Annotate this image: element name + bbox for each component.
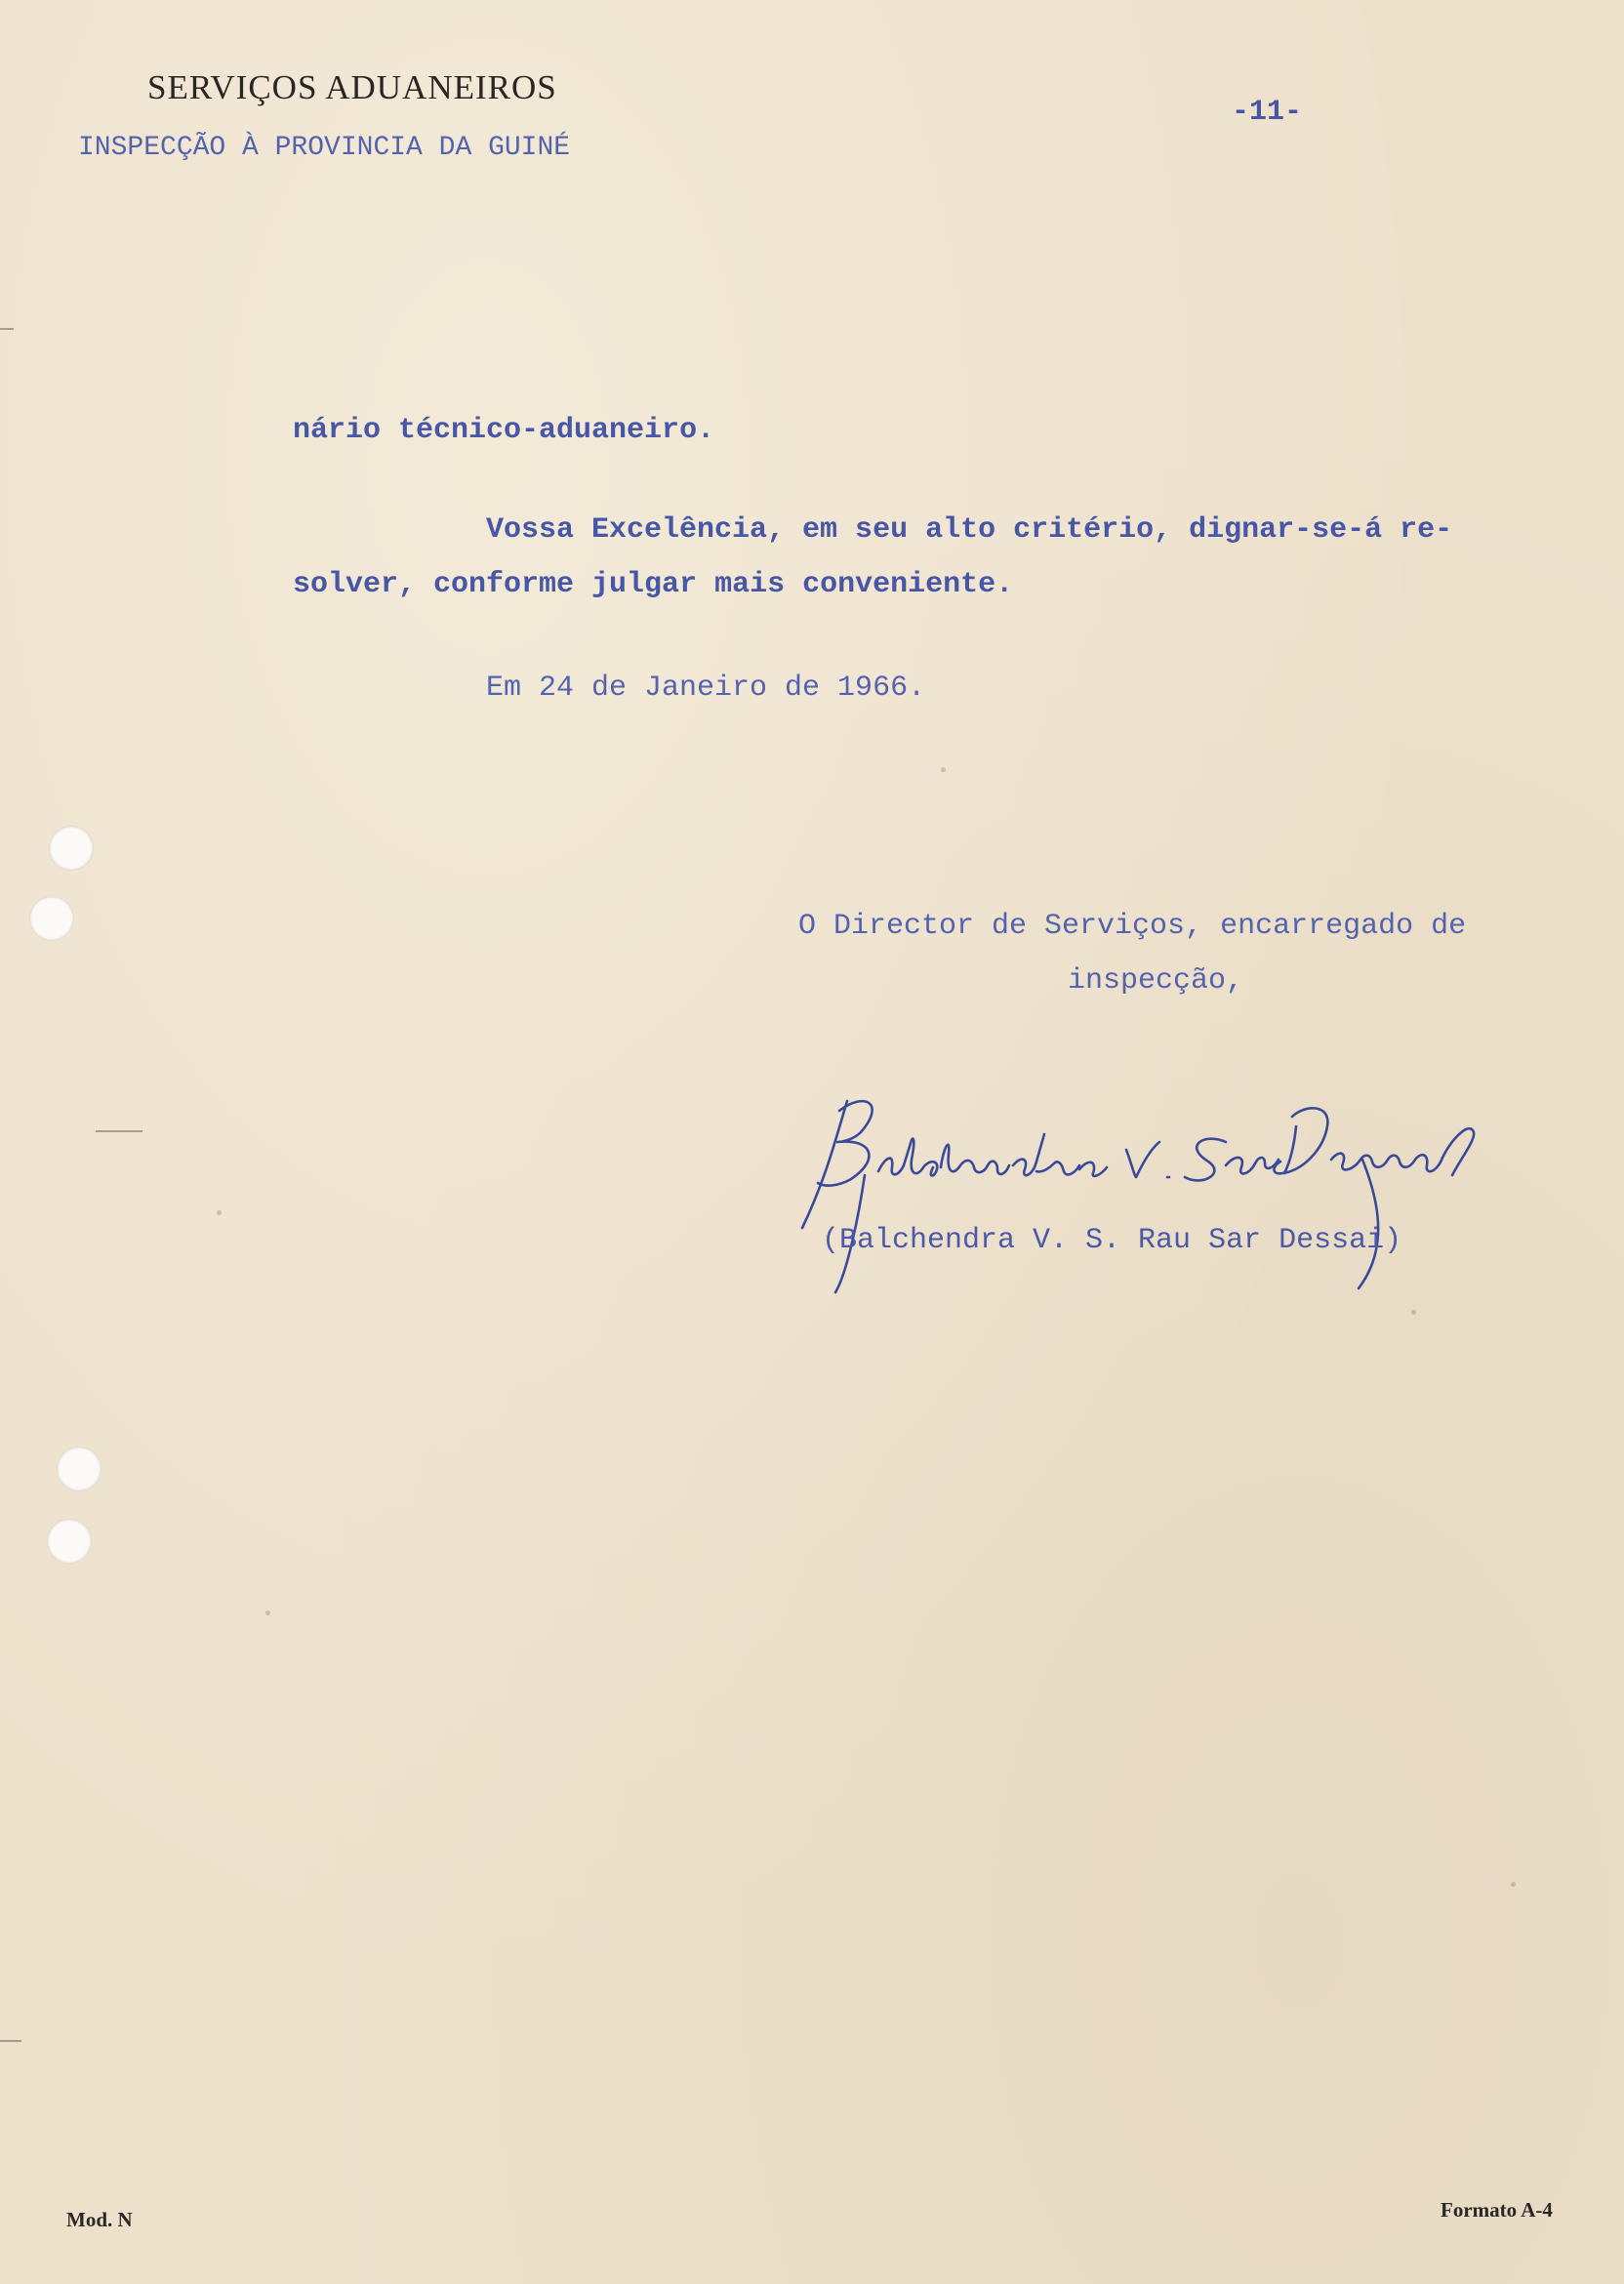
body-line: solver, conforme julgar mais conveniente. bbox=[293, 568, 1014, 601]
edge-mark bbox=[96, 1130, 142, 1132]
signer-title-line1: O Director de Serviços, encarregado de bbox=[798, 910, 1467, 943]
header-organization: SERVIÇOS ADUANEIROS bbox=[147, 68, 557, 106]
paper-format: Formato A-4 bbox=[1441, 2198, 1553, 2222]
form-code: Mod. N bbox=[66, 2208, 133, 2231]
paper-speck bbox=[217, 1210, 222, 1215]
signer-name: (Balchendra V. S. Rau Sar Dessai) bbox=[822, 1224, 1402, 1257]
page-number: -11- bbox=[1232, 96, 1303, 129]
edge-mark bbox=[0, 2040, 21, 2042]
paper-speck bbox=[1411, 1310, 1416, 1315]
signer-title-line2: inspecção, bbox=[1068, 964, 1244, 998]
paper-speck bbox=[265, 1611, 270, 1615]
paper-speck bbox=[941, 767, 946, 772]
paper-speck bbox=[1511, 1882, 1516, 1887]
date-line: Em 24 de Janeiro de 1966. bbox=[486, 672, 926, 705]
edge-mark bbox=[0, 328, 14, 330]
body-line: nário técnico-aduaneiro. bbox=[293, 414, 715, 447]
body-line: Vossa Excelência, em seu alto critério, dignar-se-á re- bbox=[486, 513, 1453, 547]
header-department: INSPECÇÃO À PROVINCIA DA GUINÉ bbox=[78, 133, 571, 163]
punch-hole bbox=[29, 896, 74, 941]
punch-hole bbox=[57, 1447, 102, 1491]
punch-hole bbox=[47, 1519, 92, 1564]
handwritten-signature bbox=[796, 1081, 1480, 1296]
punch-hole bbox=[49, 826, 94, 871]
